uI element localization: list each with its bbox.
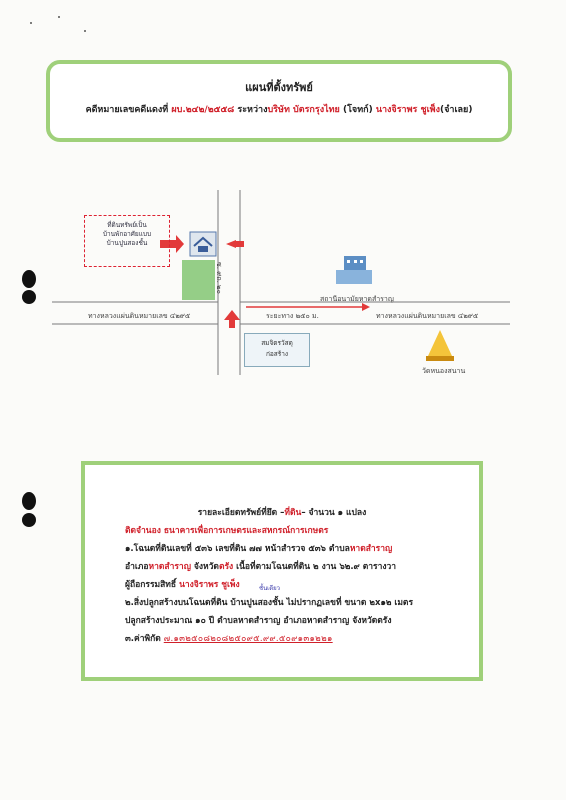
shop-label-line: ก่อสร้าง — [265, 350, 289, 358]
item1-line1 — [125, 541, 392, 555]
item1-line2-post: เนื้อที่ตามโฉนดที่ดิน ๒ งาน ๖๒.๙ ตารางวา — [233, 562, 397, 572]
road-arrow — [236, 241, 244, 247]
item3-label: ๓.ค่าพิกัด — [125, 634, 161, 644]
shop-box — [244, 333, 310, 367]
side-road-label: ซ. ๙ถ. ๒๐ — [215, 262, 223, 294]
property-note-line: บ้านพักอาศัยแบบ — [102, 230, 152, 238]
page-title: แผนที่ตั้งทรัพย์ — [245, 81, 313, 94]
item2-line2: ปลูกสร้างประมาณ ๑๐ ปี ตำบลหาดสำราญ อำเภอหาดสำราญ จังหวัดตรัง — [125, 616, 392, 626]
details-box — [81, 461, 483, 681]
details-title-pre: รายละเอียดทรัพย์ที่ยึด – — [197, 508, 285, 518]
item1-line2-mid: จังหวัด — [190, 562, 219, 572]
highway-left-label: ทางหลวงแผ่นดินหมายเลข ๔๒๙๕ — [88, 312, 191, 320]
item1-province: ตรัง — [218, 562, 234, 572]
details-title — [85, 505, 479, 519]
binder-hole — [22, 492, 36, 510]
item3-line — [125, 631, 333, 645]
highway-right-label: ทางหลวงแผ่นดินหมายเลข ๔๒๙๕ — [376, 312, 479, 320]
case-line — [50, 102, 508, 116]
property-note-line: บ้านปูนสองชั้น — [106, 239, 148, 247]
hospital-label: สถานีอนามัยหาดสำราญ — [320, 295, 394, 303]
distance-label: ระยะทาง ๒๕๐ ม. — [266, 312, 319, 320]
header-box — [46, 60, 512, 142]
property-plot — [182, 260, 215, 300]
item1-line1-text: ๑.โฉนดที่ดินเลขที่ ๕๓๖ เลขที่ดิน ๗๗ หน้าสำรวจ ๕๓๖ ตำบล — [125, 544, 350, 554]
house-icon — [190, 232, 216, 256]
item1-owner-label: ผู้ถือกรรมสิทธิ์ — [125, 580, 180, 590]
hospital-icon — [336, 256, 372, 284]
details-title-post: – จำนวน ๑ แปลง — [301, 508, 367, 518]
temple-label: วัดหนองสนาน — [422, 367, 466, 375]
item1-line2-pre: อำเภอ — [125, 562, 149, 572]
property-note — [84, 215, 170, 267]
property-note-line: ที่ดินทรัพย์เป็น — [107, 221, 147, 229]
plaintiff-name: บริษัท บัตรกรุงไทย — [267, 105, 340, 115]
defendant-role: (จำเลย) — [440, 105, 473, 115]
mortgage-line: ติดจำนอง ธนาคารเพื่อการเกษตรและสหกรณ์การเกษตร — [125, 526, 329, 536]
binder-hole — [22, 513, 36, 527]
case-number: ผบ.๒๔๒/๒๕๕๘ — [171, 105, 235, 115]
defendant-name: นางจิราพร ชูเพ็ง — [375, 105, 441, 115]
details-title-type: ที่ดิน — [284, 508, 302, 518]
item1-owner: นางจิราพร ชูเพ็ง — [179, 580, 240, 590]
shop-label-line: สมจิตรวัสดุ — [261, 339, 293, 347]
item2-annotation: ชั้นเดียว — [259, 585, 281, 592]
scan-speck — [30, 22, 32, 24]
plaintiff-role: (โจทก์) — [342, 105, 373, 115]
scan-speck — [84, 30, 86, 32]
item1-line2 — [125, 559, 396, 573]
case-prefix: คดีหมายเลขคดีแดงที่ — [85, 105, 169, 115]
junction-arrow — [224, 310, 240, 328]
temple-icon — [426, 330, 454, 361]
road-arrow — [226, 240, 236, 248]
between-label: ระหว่าง — [237, 105, 268, 115]
item1-subdistrict: หาดสำราญ — [349, 544, 393, 554]
item2-line1: ๒.สิ่งปลูกสร้างบนโฉนดที่ดิน บ้านปูนสองชั้น ไม่ปรากฏเลขที่ ขนาด ๒x๑๒ เมตร — [125, 598, 414, 608]
item1-district: หาดสำราญ — [148, 562, 191, 572]
scan-speck — [58, 16, 60, 18]
item1-line3 — [125, 577, 240, 591]
item3-coords: ๗.๑๓๒๕๐๘๒๐๘๒๕๐๙๕.๙๙.๕๐๙๑๓๑๒๒๑ — [163, 634, 333, 644]
